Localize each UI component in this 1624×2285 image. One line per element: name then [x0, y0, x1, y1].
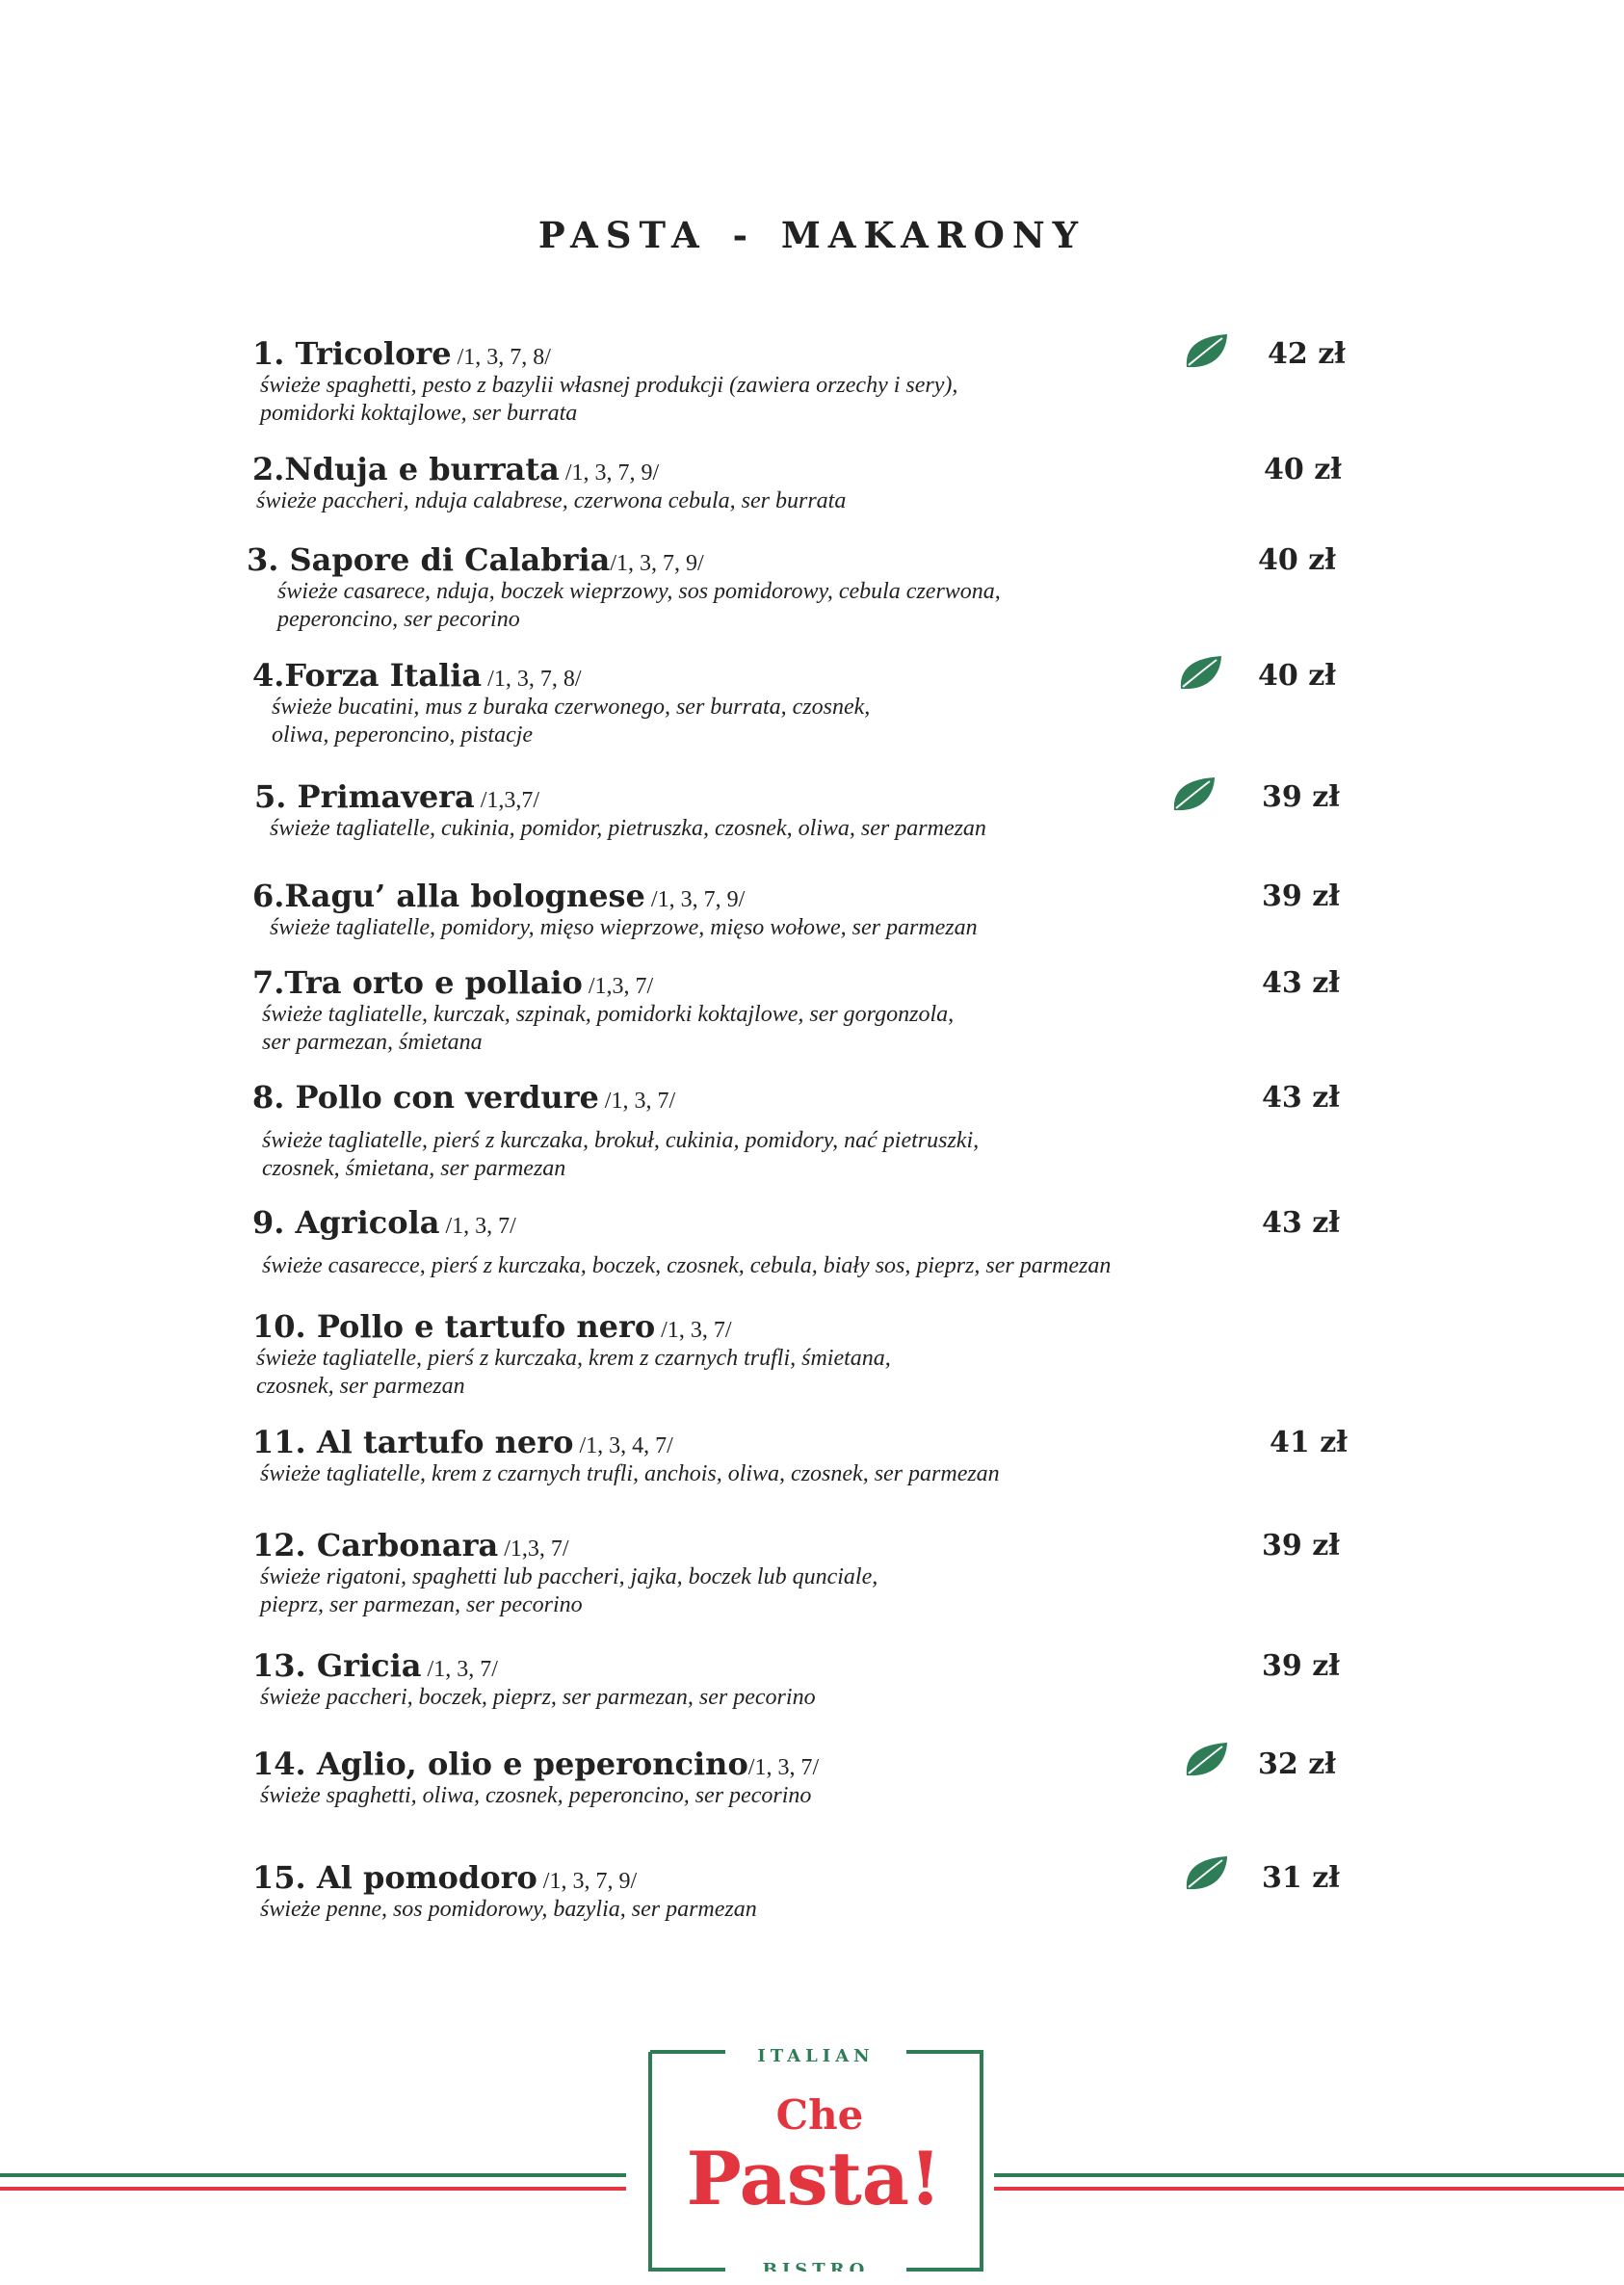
menu-item	[252, 451, 1360, 515]
logo-bistro-text: BISTRO	[762, 2260, 870, 2272]
dish-name: 5. Primavera	[254, 778, 475, 815]
menu-item-header	[252, 451, 1360, 487]
dish-price: 39 zł	[1262, 1649, 1340, 1683]
allergen-codes: /1, 3, 7/	[439, 1214, 516, 1239]
allergen-codes: /1, 3, 7, 9/	[644, 887, 746, 912]
dish-price: 40 zł	[1258, 543, 1336, 577]
logo-che-text: Che	[775, 2091, 864, 2139]
menu-item-header	[252, 964, 1360, 1001]
menu-item-header	[252, 1647, 1360, 1684]
menu-item	[252, 1527, 1360, 1619]
dish-description: świeże tagliatelle, pierś z kurczaka, krem z czarnych trufli, śmietana, czosnek, ser parmezan	[256, 1346, 891, 1399]
dish-description: świeże tagliatelle, kurczak, szpinak, pomidorki koktajlowe, ser gorgonzola, ser parmezan, śmietana	[262, 1002, 955, 1055]
dish-description: świeże tagliatelle, cukinia, pomidor, pietruszka, czosnek, oliwa, ser parmezan	[270, 816, 986, 841]
allergen-codes: /1, 3, 7, 8/	[451, 345, 551, 370]
decor-line-red-left	[0, 2187, 626, 2191]
dish-name: 1. Tricolore	[252, 335, 452, 372]
allergen-codes: /1,3, 7/	[582, 974, 654, 999]
leaf-icon	[1184, 1855, 1228, 1892]
allergen-codes: /1, 3, 7, 9/	[610, 551, 704, 576]
menu-item	[252, 1308, 1360, 1401]
dish-name: 9. Agricola	[252, 1204, 440, 1241]
menu-item-header	[252, 1424, 1360, 1460]
dish-description: świeże tagliatelle, pomidory, mięso wieprzowe, mięso wołowe, ser parmezan	[270, 915, 978, 940]
leaf-icon	[1178, 655, 1222, 692]
allergen-codes: /1, 3, 7, 9/	[537, 1869, 638, 1894]
dish-price: 42 zł	[1268, 337, 1346, 371]
decor-line-green-right	[994, 2173, 1624, 2177]
dish-name: 13. Gricia	[252, 1647, 422, 1684]
dish-name: 14. Aglio, olio e peperoncino	[252, 1746, 748, 1782]
menu-item	[252, 1079, 1360, 1183]
decor-line-green-left	[0, 2173, 626, 2177]
dish-description: świeże tagliatelle, pierś z kurczaka, brokuł, cukinia, pomidory, nać pietruszki, czosnek, śmietana, ser parmezan	[262, 1128, 980, 1181]
dish-price: 40 zł	[1264, 453, 1342, 486]
dish-description: świeże spaghetti, oliwa, czosnek, peperoncino, ser pecorino	[260, 1783, 812, 1808]
allergen-codes: /1, 3, 7, 9/	[559, 460, 660, 486]
dish-description: świeże rigatoni, spaghetti lub paccheri, jajka, boczek lub qunciale, pieprz, ser parmezan, ser pecorino	[260, 1564, 878, 1617]
dish-name: 8. Pollo con verdure	[252, 1079, 599, 1116]
allergen-codes: /1, 3, 4, 7/	[573, 1433, 673, 1458]
dish-name: 4.Forza Italia	[252, 657, 483, 694]
dish-name: 15. Al pomodoro	[252, 1859, 537, 1896]
dish-name: 11. Al tartufo nero	[252, 1424, 574, 1460]
menu-item	[252, 1424, 1360, 1488]
dish-description: świeże paccheri, nduja calabrese, czerwona cebula, ser burrata	[256, 488, 847, 513]
page-title: PASTA - MAKARONY	[537, 214, 1087, 256]
dish-description: świeże paccheri, boczek, pieprz, ser parmezan, ser pecorino	[260, 1685, 816, 1710]
allergen-codes: /1, 3, 7, 8/	[482, 667, 582, 692]
menu-item-header	[252, 1527, 1360, 1563]
dish-price: 32 zł	[1258, 1747, 1336, 1781]
allergen-codes: /1,3,7/	[474, 788, 540, 813]
menu-item-header	[252, 878, 1360, 914]
dish-price: 43 zł	[1262, 1206, 1340, 1240]
dish-price: 41 zł	[1270, 1426, 1348, 1459]
allergen-codes: /1,3, 7/	[498, 1536, 569, 1562]
menu-item-header	[247, 541, 1354, 578]
allergen-codes: /1, 3, 7/	[655, 1318, 732, 1343]
dish-description: świeże bucatini, mus z buraka czerwonego, ser burrata, czosnek, oliwa, peperoncino, pistacje	[272, 695, 871, 748]
che-pasta-logo	[648, 2040, 983, 2272]
logo-italian-text: ITALIAN	[757, 2046, 875, 2066]
dish-name: 12. Carbonara	[252, 1527, 499, 1563]
menu-item	[247, 541, 1354, 634]
dish-price: 39 zł	[1262, 880, 1340, 913]
dish-price: 40 zł	[1258, 659, 1336, 693]
dish-price: 43 zł	[1262, 966, 1340, 1000]
menu-item-header	[252, 1308, 1360, 1345]
menu-item	[252, 964, 1360, 1057]
leaf-icon	[1171, 776, 1216, 813]
dish-name: 2.Nduja e burrata	[252, 451, 560, 487]
dish-description: świeże spaghetti, pesto z bazylii własnej produkcji (zawiera orzechy i sery), pomidorki koktajlowe, ser burrata	[260, 373, 958, 426]
dish-price: 43 zł	[1262, 1081, 1340, 1115]
dish-name: 3. Sapore di Calabria	[247, 541, 611, 578]
leaf-icon	[1184, 1742, 1228, 1778]
dish-name: 10. Pollo e tartufo nero	[252, 1308, 656, 1345]
allergen-codes: /1, 3, 7/	[747, 1755, 820, 1780]
menu-item	[252, 878, 1360, 942]
dish-price: 39 zł	[1262, 1529, 1340, 1563]
menu-item	[252, 1204, 1360, 1280]
dish-name: 7.Tra orto e pollaio	[252, 964, 583, 1001]
menu-item	[252, 1647, 1360, 1712]
dish-description: świeże penne, sos pomidorowy, bazylia, ser parmezan	[260, 1897, 757, 1922]
dish-price: 31 zł	[1262, 1861, 1340, 1895]
decor-line-red-right	[994, 2187, 1624, 2191]
allergen-codes: /1, 3, 7/	[598, 1089, 676, 1114]
logo-pasta-text: Pasta!	[686, 2136, 942, 2221]
dish-description: świeże tagliatelle, krem z czarnych trufli, anchois, oliwa, czosnek, ser parmezan	[260, 1461, 1000, 1486]
menu-item-header	[252, 1079, 1360, 1116]
dish-description: świeże casarece, nduja, boczek wieprzowy, sos pomidorowy, cebula czerwona, peperoncino, ser pecorino	[277, 579, 1001, 632]
menu-item-header	[252, 1204, 1360, 1241]
dish-description: świeże casarecce, pierś z kurczaka, boczek, czosnek, cebula, biały sos, pieprz, ser parmezan	[262, 1253, 1112, 1278]
leaf-icon	[1184, 333, 1228, 370]
allergen-codes: /1, 3, 7/	[421, 1657, 498, 1682]
dish-price: 39 zł	[1262, 780, 1340, 814]
dish-name: 6.Ragu’ alla bolognese	[252, 878, 645, 914]
